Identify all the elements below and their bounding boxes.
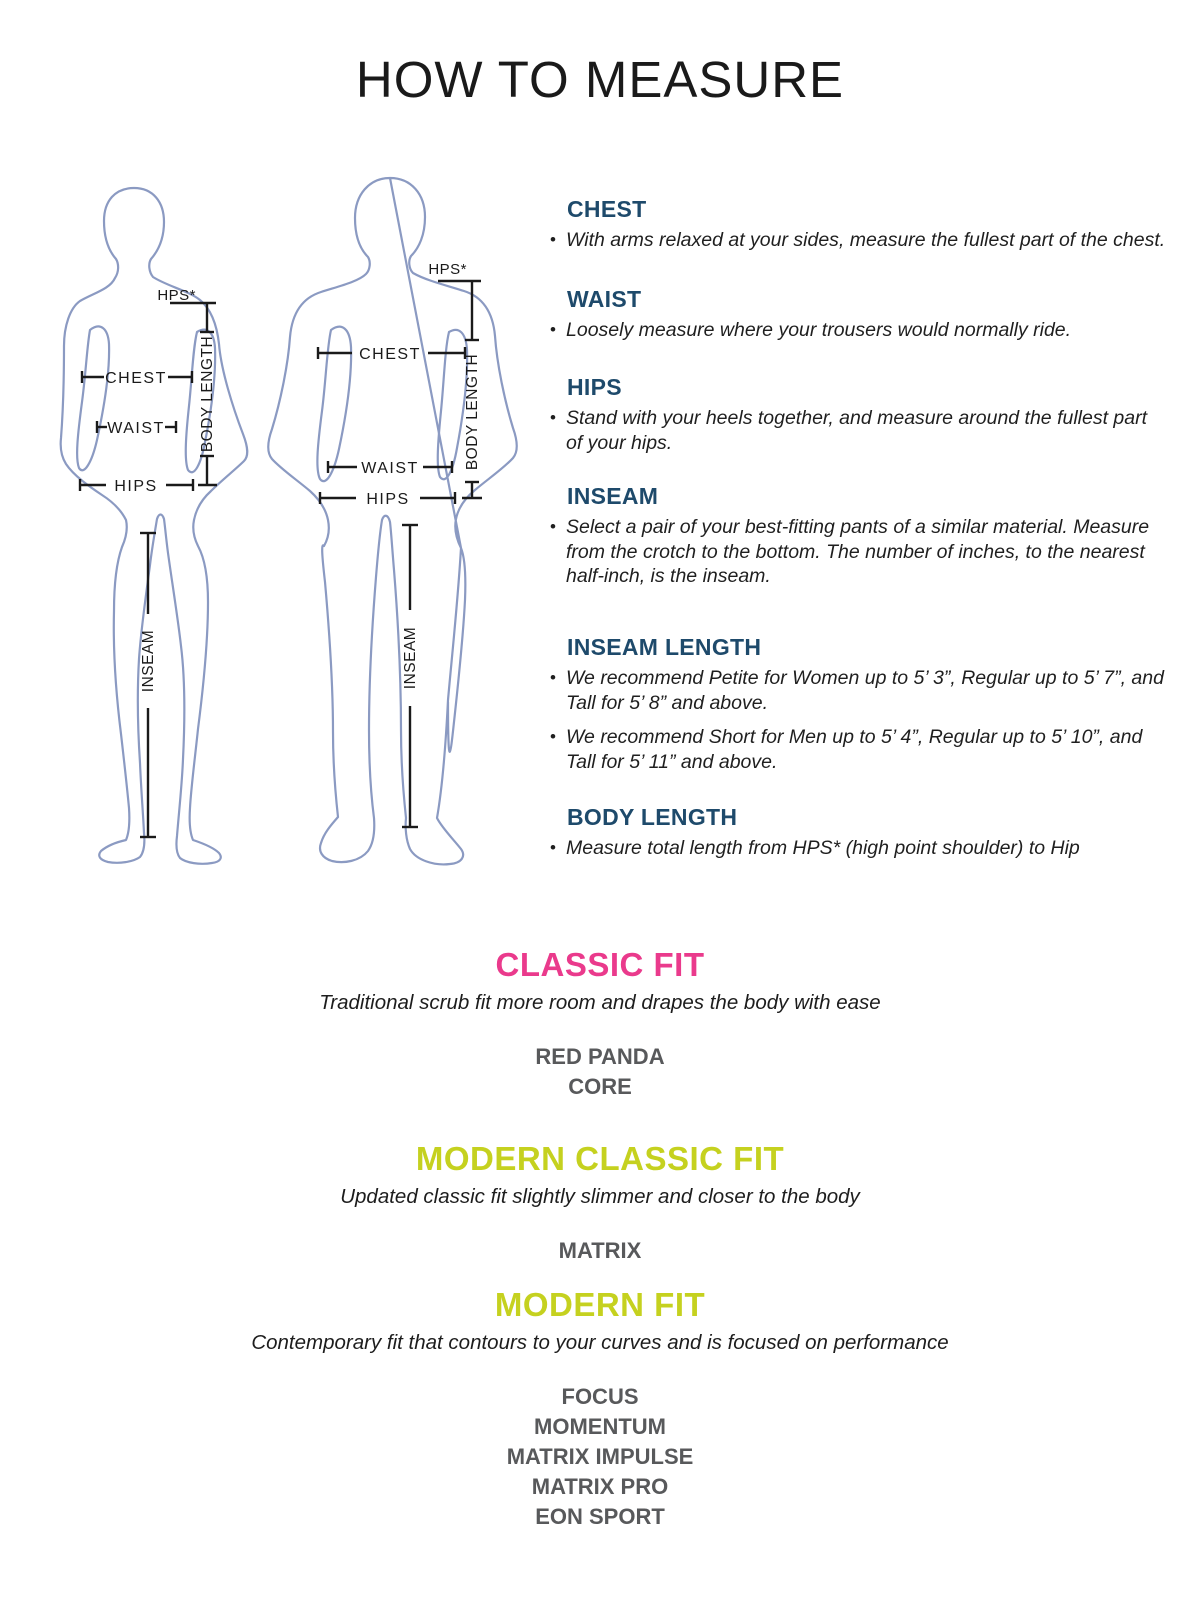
female-inseam-label: INSEAM	[140, 629, 157, 693]
male-body-length-label: BODY LENGTH	[464, 353, 481, 471]
section-heading: HIPS	[567, 374, 622, 400]
male-waist-label: WAIST	[361, 460, 419, 477]
product-name: FOCUS	[561, 1384, 639, 1409]
male-hips-label: HIPS	[366, 491, 410, 508]
female-hips-label: HIPS	[114, 478, 158, 495]
section-inseam	[550, 483, 1168, 589]
male-chest-line	[318, 346, 465, 363]
female-hps-marker	[157, 287, 216, 304]
fit-description: Updated classic fit slightly slimmer and closer to the body	[340, 1185, 860, 1208]
section-heading: BODY LENGTH	[567, 804, 738, 830]
male-chest-label: CHEST	[359, 346, 421, 363]
instruction-item: • We recommend Petite for Women up to 5’ 3”, Regular up to 5’ 7”, and Tall for 5’ 8” and above.	[550, 667, 1164, 714]
female-chest-line	[82, 370, 192, 387]
page-title: HOW TO MEASURE	[355, 51, 845, 108]
body-figures-svg	[0, 150, 540, 890]
bullet-dot: •	[550, 838, 556, 857]
female-figure-outline	[61, 188, 248, 864]
product-name: MATRIX PRO	[531, 1474, 669, 1499]
section-heading: CHEST	[567, 196, 647, 222]
bullet-dot: •	[550, 230, 556, 249]
male-left-arm-gap	[317, 327, 351, 481]
section-inseam-length	[550, 634, 1168, 774]
fit-section-modern-classic	[0, 1140, 1200, 1266]
product-name: CORE	[568, 1074, 632, 1099]
bullet-dot: •	[550, 668, 556, 687]
fit-description: Contemporary fit that contours to your curves and is focused on performance	[251, 1331, 949, 1354]
product-name: MATRIX IMPULSE	[506, 1444, 694, 1469]
fit-heading: MODERN CLASSIC FIT	[415, 1140, 785, 1177]
bullet-dot: •	[550, 517, 556, 536]
fit-heading: MODERN FIT	[494, 1286, 706, 1323]
female-waist-line	[97, 420, 176, 437]
instruction-item: • Loosely measure where your trousers would normally ride.	[550, 319, 1072, 341]
fit-section-modern	[0, 1286, 1200, 1532]
product-name: MATRIX	[558, 1238, 642, 1263]
female-left-arm-gap	[77, 326, 109, 470]
bullet-dot: •	[550, 320, 556, 339]
male-hps-marker	[428, 261, 481, 281]
female-hps-label: HPS*	[157, 287, 196, 304]
instruction-item: • Stand with your heels together, and measure around the fullest part of your hips.	[550, 407, 1148, 454]
male-waist-line	[328, 460, 452, 477]
male-hips-line	[320, 491, 455, 508]
section-hips	[550, 374, 1168, 455]
male-hps-label: HPS*	[428, 261, 467, 278]
instruction-item: • We recommend Short for Men up to 5’ 4”, Regular up to 5’ 10”, and Tall for 5’ 11” and above.	[550, 726, 1143, 773]
fit-heading: CLASSIC FIT	[495, 946, 705, 983]
section-heading: WAIST	[567, 286, 642, 312]
bullet-dot: •	[550, 727, 556, 746]
male-inseam-label: INSEAM	[402, 626, 419, 690]
instruction-item: • Measure total length from HPS* (high point shoulder) to Hip	[550, 837, 1080, 859]
fit-section-classic	[0, 946, 1200, 1102]
fit-description: Traditional scrub fit more room and drapes the body with ease	[319, 991, 881, 1014]
male-body-length-line	[462, 281, 482, 498]
section-body-length	[550, 804, 1168, 861]
instruction-item: • With arms relaxed at your sides, measure the fullest part of the chest.	[550, 229, 1166, 251]
male-inseam-line	[402, 525, 419, 827]
product-name: MOMENTUM	[534, 1414, 666, 1439]
product-name: EON SPORT	[535, 1504, 665, 1529]
product-name: RED PANDA	[535, 1044, 665, 1069]
female-waist-label: WAIST	[107, 420, 165, 437]
female-chest-label: CHEST	[105, 370, 167, 387]
bullet-dot: •	[550, 408, 556, 427]
section-waist	[550, 286, 1168, 343]
female-body-length-label: BODY LENGTH	[199, 335, 216, 453]
section-chest	[550, 196, 1168, 253]
instruction-item: • Select a pair of your best-fitting pants of a similar material. Measure from the crotch to the bottom. The number of inches, to the nearest half-inch, is the inseam.	[550, 516, 1150, 587]
section-heading: INSEAM LENGTH	[567, 634, 762, 660]
measurement-diagram	[0, 150, 540, 890]
section-heading: INSEAM	[567, 483, 659, 509]
